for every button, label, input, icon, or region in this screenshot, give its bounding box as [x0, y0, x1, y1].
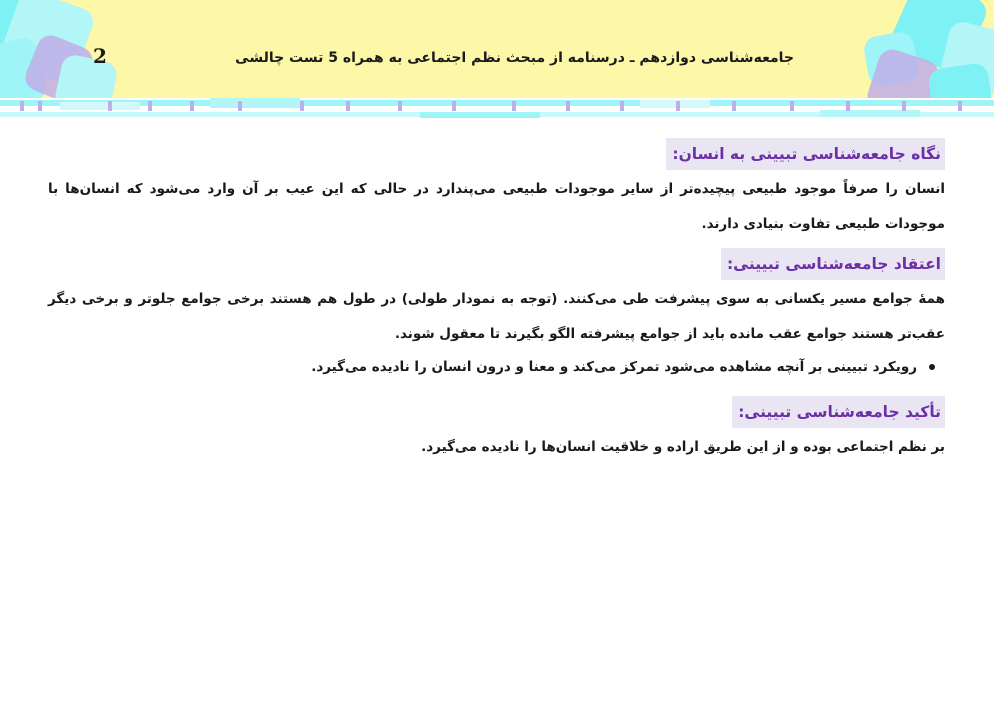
page-number: 2 — [93, 44, 107, 68]
section-paragraph: انسان را صرفاً موجود طبیعی پیچیده‌تر از سایر موجودات طبیعی می‌پندارد در حالی که این عیب بر آن وارد می‌شود که انسان‌ها با موجودات طبیعی تفاوت بنیادی دارند. — [48, 181, 945, 232]
page-header — [0, 0, 994, 122]
section-paragraph: همهٔ جوامع مسیر یکسانی به سوی پیشرفت طی می‌کنند. (توجه به نمودار طولی) در طول هم هستند برخی جوامع جلوتر و برخی دیگر عقب‌تر هستند جوامع عقب مانده باید از جوامع پیشرفته الگو بگیرند تا معقول شوند. — [48, 291, 945, 342]
section-explanatory-emphasis — [48, 396, 945, 428]
section-heading: اعتقاد جامعه‌شناسی تبیینی: — [721, 248, 945, 280]
bullet-icon — [929, 364, 935, 370]
bullet-item — [48, 352, 945, 382]
section-heading: نگاه جامعه‌شناسی تبیینی به انسان: — [666, 138, 945, 170]
section-heading: تأکید جامعه‌شناسی تبیینی: — [732, 396, 945, 428]
header-title: جامعه‌شناسی دوازدهم ـ درسنامه از مبحث نظم اجتماعی به همراه 5 تست چالشی — [235, 50, 794, 66]
header-stripe — [0, 98, 994, 122]
section-paragraph: بر نظم اجتماعی بوده و از این طریق اراده و خلاقیت انسان‌ها را نادیده می‌گیرد. — [421, 439, 945, 455]
section-explanatory-belief — [48, 248, 945, 280]
bullet-text: رویکرد تبیینی بر آنچه مشاهده می‌شود تمرکز می‌کند و معنا و درون انسان را نادیده می‌گیرد. — [311, 359, 917, 375]
lesson-content — [48, 138, 945, 465]
section-explanatory-view — [48, 138, 945, 170]
